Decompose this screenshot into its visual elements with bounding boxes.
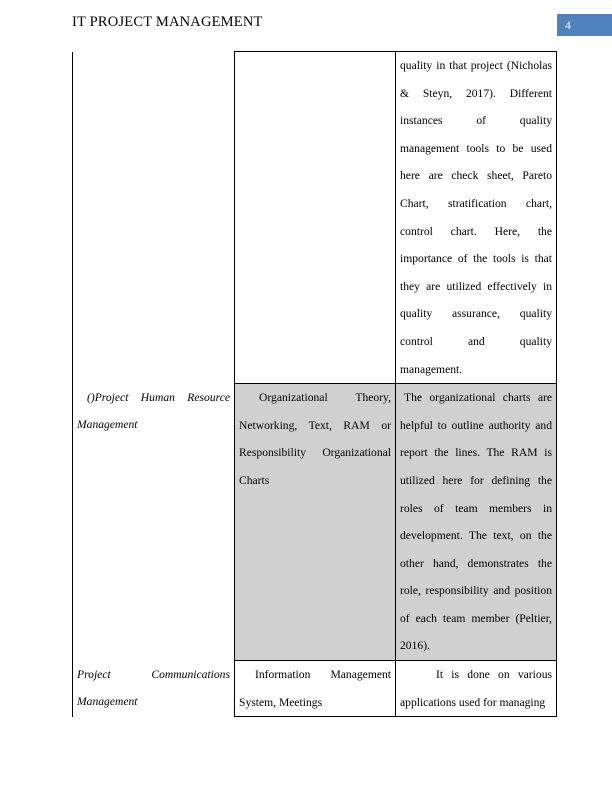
page-number-badge: 4 [557, 14, 612, 36]
knowledge-area-cell: ()Project Human Resource Management [73, 384, 235, 661]
table-row [73, 384, 557, 661]
description-cell: quality in that project (Nicholas & Steyn, 2017). Different instances of quality management tools to be used here are check sheet, Pareto Chart, stratification chart, control chart. Here, the importance of the tools is that they are utilized effectively in quality assurance, quality control and quality management. [396, 52, 557, 384]
running-header-title: IT PROJECT MANAGEMENT [72, 14, 263, 30]
tools-cell [235, 52, 396, 384]
table-row [73, 52, 557, 384]
tools-cell: Information Management System, Meetings [235, 661, 396, 717]
description-cell: The organizational charts are helpful to outline authority and report the lines. The RAM is utilized here for defining the roles of team members in development. The text, on the other hand, demonstrates the role, responsibility and position of each team member (Peltier, 2016). [396, 384, 557, 661]
table-row [73, 661, 557, 717]
knowledge-area-cell: Project Communications Management [73, 661, 235, 717]
project-management-table [72, 51, 557, 717]
tools-cell: Organizational Theory, Networking, Text, RAM or Responsibility Organizational Charts [235, 384, 396, 661]
knowledge-area-cell [73, 52, 235, 384]
description-cell: It is done on various applications used for managing [396, 661, 557, 717]
